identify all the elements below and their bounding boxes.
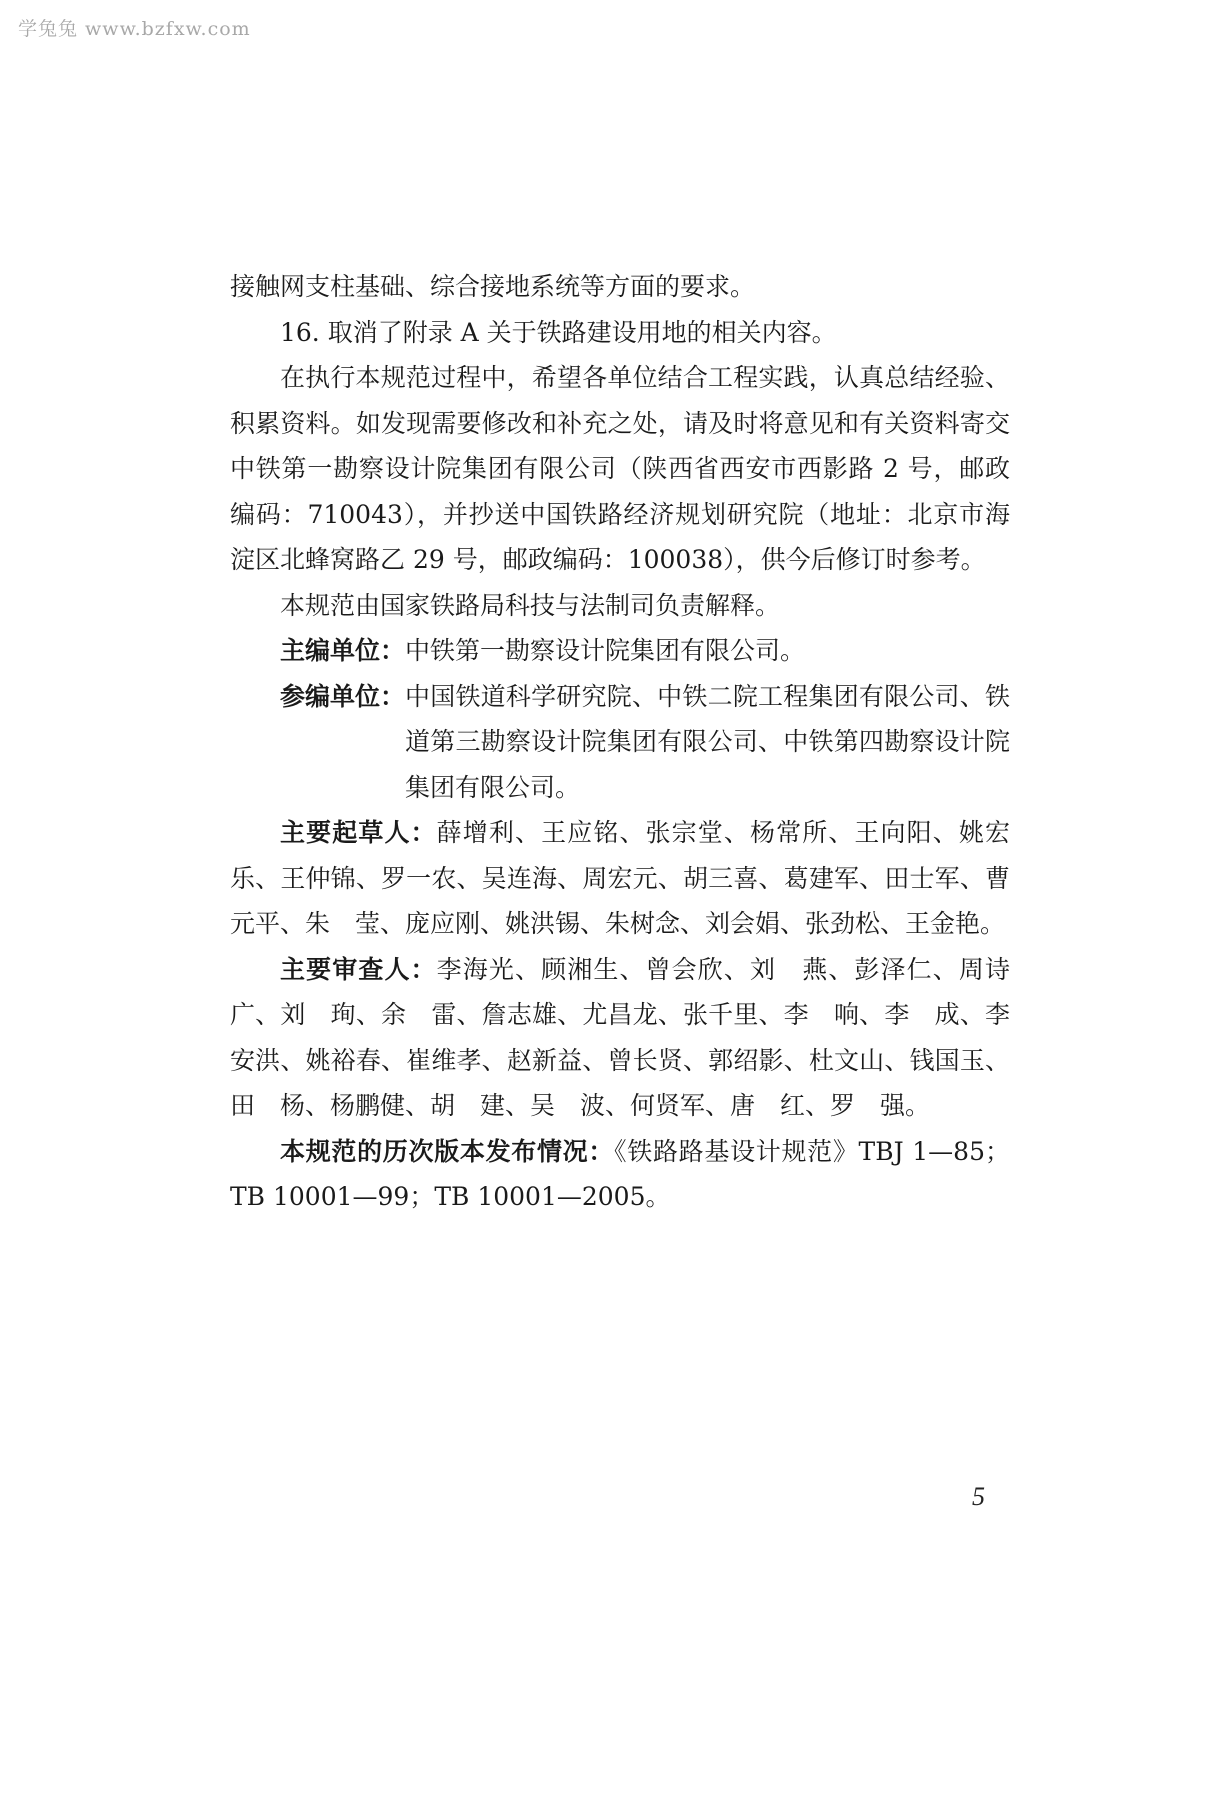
page-number: 5 bbox=[972, 1482, 985, 1511]
main-reviewers-label: 主要审查人： bbox=[280, 954, 437, 984]
main-drafters bbox=[230, 810, 1010, 947]
chief-editor-unit bbox=[230, 628, 1010, 674]
main-drafters-label: 主要起草人： bbox=[280, 818, 437, 847]
participating-units-label: 参编单位： bbox=[280, 681, 406, 711]
watermark: 学兔兔 www.bzfxw.com bbox=[18, 18, 251, 40]
main-drafters-value: 薛增利、王应铭、张宗堂、杨常所、王向阳、姚宏乐、王仲锦、罗一农、吴连海、周宏元、胡三喜、葛建军、田士军、曹元平、朱 莹、庞应刚、姚洪锡、朱树念、刘会娟、张劲松、王金艳。 bbox=[230, 818, 1010, 938]
version-history-label: 本规范的历次版本发布情况： bbox=[280, 1136, 615, 1166]
chief-editor-value: 中铁第一勘察设计院集团有限公司。 bbox=[405, 636, 806, 665]
paragraph-item-16: 16. 取消了附录 A 关于铁路建设用地的相关内容。 bbox=[280, 317, 837, 347]
main-reviewers-value: 李海光、顾湘生、曾会欣、刘 燕、彭泽仁、周诗广、刘 珣、余 雷、詹志雄、尤昌龙、张千里、李 响、李 成、李安洪、姚裕春、崔维孝、赵新益、曾长贤、郭绍影、杜文山、钱国玉、田 杨、杨鹏健、胡 建、吴 波、何贤军、唐 红、罗 强。 bbox=[230, 954, 1010, 1120]
version-history-value: 《铁路路基设计规范》TBJ 1—85；TB 10001—99；TB 10001—2005。 bbox=[230, 1136, 1010, 1211]
document-body bbox=[230, 264, 1010, 1220]
version-history bbox=[230, 1129, 1010, 1220]
main-reviewers bbox=[230, 947, 1010, 1129]
participating-units bbox=[230, 674, 1010, 811]
paragraph-interpretation: 本规范由国家铁路局科技与法制司负责解释。 bbox=[280, 590, 781, 620]
paragraph-feedback: 在执行本规范过程中，希望各单位结合工程实践，认真总结经验、积累资料。如发现需要修改和补充之处，请及时将意见和有关资料寄交中铁第一勘察设计院集团有限公司（陕西省西安市西影路 2 号，邮政编码：710043），并抄送中国铁路经济规划研究院（地址：北京市海淀区北蜂窝路乙 29 号，邮政编码：100038），供今后修订时参考。 bbox=[230, 363, 1010, 574]
chief-editor-label: 主编单位： bbox=[280, 636, 406, 665]
participating-units-value: 中国铁道科学研究院、中铁二院工程集团有限公司、铁道第三勘察设计院集团有限公司、中铁第四勘察设计院集团有限公司。 bbox=[405, 681, 1010, 802]
paragraph-contact-network: 接触网支柱基础、综合接地系统等方面的要求。 bbox=[230, 272, 756, 301]
